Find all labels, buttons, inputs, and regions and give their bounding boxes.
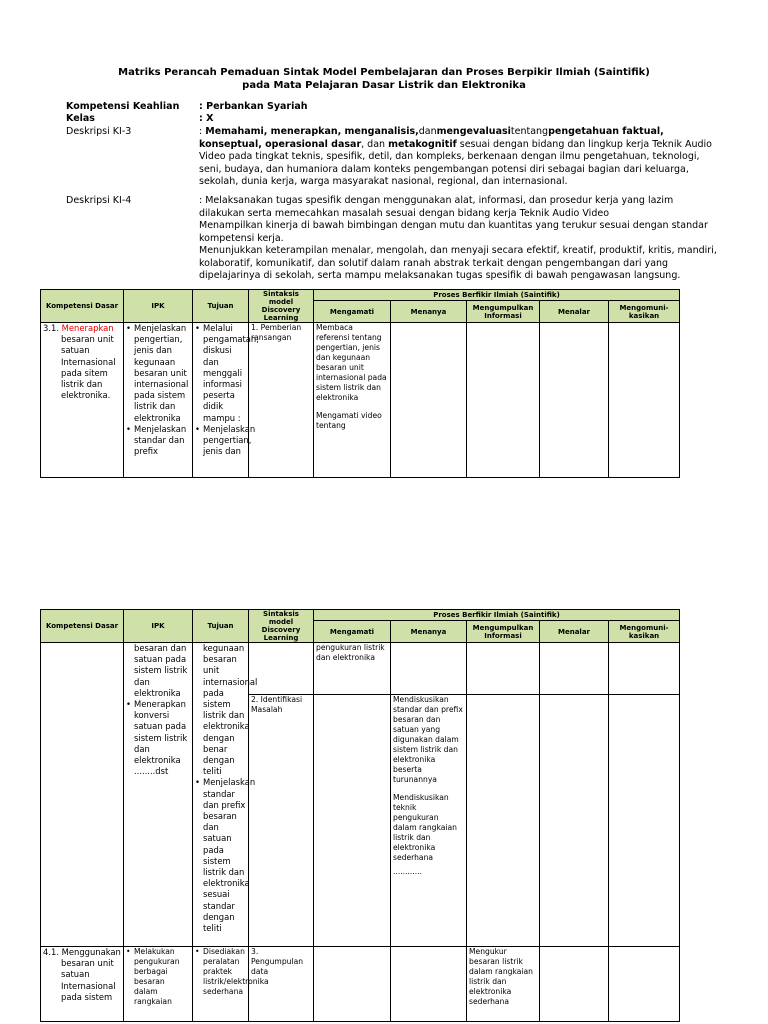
ki4-description: : Melaksanakan tugas spesifik dengan menggunakan alat, informasi, dan prosedur kerja yang lazim dilakukan serta memecahkan masalah sesuai dengan bidang kerja Teknik Audio Video Menampilkan kinerja di bawah bimbingan dengan mutu dan kuantitas yang terukur sesuai dengan standar kompetensi kerja. Menunjukkan keterampilan menalar, mengolah, dan menyaji secara efektif, kreatif, produktif, kritis, mandiri, kolaboratif, komunikatif, dan solutif dalam ranah abstrak terkait dengan pengembangan dari yang dipelajarinya di sekolah, serta mampu melaksanakan tugas spesifik di bawah pengawasan langsung.	[199, 195, 717, 281]
kd-cell: 3.1. Menerapkan besaran unit satuan Internasional pada sitem listrik dan elektronika.	[41, 323, 124, 478]
menanya-cell: Mendiskusikan standar dan prefix besaran dan satuan yang digunakan dalam sistem listrik dan elektronika beserta turunannya Mendiskusikan teknik pengukuran dalam rangkaian listrik dan elektronika sederhana ............	[391, 695, 467, 947]
header-proses-berfikir: Proses Berfikir Ilmiah (Saintifik)	[314, 290, 680, 301]
kd-cell: 4.1. Menggunakan besaran unit satuan Internasional pada sistem	[41, 947, 124, 1022]
tujuan-cell: • Melalui pengamatan, diskusi dan menggali informasi peserta didik mampu : • Menjelaskan pengertian, jenis dan	[193, 323, 249, 478]
kompetensi-value: : Perbankan Syariah	[199, 101, 308, 112]
menalar-cell	[540, 695, 609, 947]
ki3-description: : Memahami, menerapkan, menganalisis,danmengevaluasitentangpengetahuan faktual, konseptual, operasional dasar, dan metakognitif sesuai dengan bidang dan lingkup kerja Teknik Audio Video pada tingkat teknis, spesifik, detil, dan kompleks, berkenaan dengan ilmu pengetahuan, teknologi, seni, budaya, dan humaniora dalam konteks pengembangan potensi diri sebagai bagian dari keluarga, sekolah, dunia kerja, warga masyarakat nasional, regional, dan internasional.	[199, 126, 712, 187]
sintaks-cell: 2. Identifikasi Masalah	[249, 695, 314, 947]
kelas-value: : X	[199, 113, 214, 124]
header-menalar: Menalar	[540, 621, 609, 643]
header-ipk: IPK	[124, 290, 193, 323]
header-mengamati: Mengamati	[314, 621, 391, 643]
kd-cell	[41, 643, 124, 947]
header-tujuan: Tujuan	[193, 610, 249, 643]
menalar-cell	[540, 947, 609, 1022]
ki3-label: Deskripsi KI-3	[66, 126, 132, 137]
header-ipk: IPK	[124, 610, 193, 643]
mengomunikasikan-cell	[609, 643, 680, 695]
tujuan-cell: • Disediakan peralatan praktek listrik/elektronika sederhana	[193, 947, 249, 1022]
matrix-table-2	[40, 609, 680, 1022]
menalar-cell	[540, 323, 609, 478]
ipk-cell: • Melakukan pengukuran berbagai besaran dalam rangkaian	[124, 947, 193, 1022]
header-tujuan: Tujuan	[193, 290, 249, 323]
mengumpulkan-cell	[467, 323, 540, 478]
menanya-cell	[391, 643, 467, 695]
mengomunikasikan-cell	[609, 695, 680, 947]
ki4-label: Deskripsi KI-4	[66, 195, 132, 206]
tujuan-cell: kegunaan besaran unit internasional pada sistem listrik dan elektronika dengan benar dengan teliti • Menjelaskan standar dan prefix besaran dan satuan pada sistem listrik dan elektronika sesuai standar dengan teliti	[193, 643, 249, 947]
matrix-table-1	[40, 289, 680, 478]
menanya-cell	[391, 947, 467, 1022]
meta-block	[66, 101, 717, 281]
ipk-cell: besaran dan satuan pada sistem listrik dan elektronika • Menerapkan konversi satuan pada sistem listrik dan elektronika ........dst	[124, 643, 193, 947]
header-menanya: Menanya	[391, 621, 467, 643]
header-mengomunikasikan: Mengomuni-kasikan	[609, 301, 680, 323]
ipk-cell: • Menjelaskan pengertian, jenis dan kegunaan besaran unit internasional pada sistem listrik dan elektronika • Menjelaskan standar dan prefix	[124, 323, 193, 478]
document-title-line1: Matriks Perancah Pemaduan Sintak Model Pembelajaran dan Proses Berpikir Ilmiah (Saintifik)	[118, 67, 650, 78]
mengamati-cell: Membaca referensi tentang pengertian, jenis dan kegunaan besaran unit internasional pada sistem listrik dan elektronika Mengamati video tentang	[314, 323, 391, 478]
header-sintaksis: Sintaksis model Discovery Learning	[249, 610, 314, 643]
mengomunikasikan-cell	[609, 947, 680, 1022]
header-kompetensi-dasar: Kompetensi Dasar	[41, 290, 124, 323]
mengumpulkan-cell	[467, 695, 540, 947]
kelas-label: Kelas	[66, 113, 95, 124]
header-kompetensi-dasar: Kompetensi Dasar	[41, 610, 124, 643]
menanya-cell	[391, 323, 467, 478]
mengomunikasikan-cell	[609, 323, 680, 478]
header-menanya: Menanya	[391, 301, 467, 323]
sintaks-cell: 3. Pengumpulan data	[249, 947, 314, 1022]
menalar-cell	[540, 643, 609, 695]
sintaks-cell: 1. Pemberian ransangan	[249, 323, 314, 478]
header-mengumpulkan: Mengumpulkan Informasi	[467, 621, 540, 643]
header-sintaksis: Sintaksis model Discovery Learning	[249, 290, 314, 323]
mengamati-cell	[314, 947, 391, 1022]
header-mengomunikasikan: Mengomuni-kasikan	[609, 621, 680, 643]
mengamati-cell: pengukuran listrik dan elektronika	[314, 643, 391, 695]
kompetensi-label: Kompetensi Keahlian	[66, 101, 180, 112]
sintaks-cell	[249, 643, 314, 695]
header-proses-berfikir: Proses Berfikir Ilmiah (Saintifik)	[314, 610, 680, 621]
mengamati-cell	[314, 695, 391, 947]
mengumpulkan-cell: Mengukur besaran listrik dalam rangkaian listrik dan elektronika sederhana	[467, 947, 540, 1022]
mengumpulkan-cell	[467, 643, 540, 695]
header-mengamati: Mengamati	[314, 301, 391, 323]
header-mengumpulkan: Mengumpulkan Informasi	[467, 301, 540, 323]
header-menalar: Menalar	[540, 301, 609, 323]
document-title-line2: pada Mata Pelajaran Dasar Listrik dan Elektronika	[242, 80, 526, 91]
